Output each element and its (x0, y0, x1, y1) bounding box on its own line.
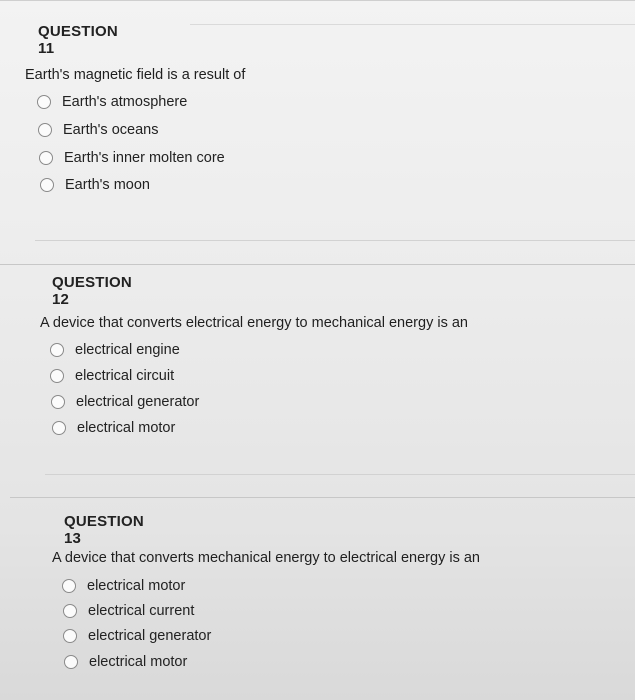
question-text: A device that converts mechanical energy to electrical energy is an (52, 550, 480, 566)
option-label: electrical motor (87, 578, 186, 594)
answer-option-electrical-engine[interactable] (50, 342, 180, 358)
question-text: A device that converts electrical energy to mechanical energy is an (40, 315, 468, 331)
radio-button[interactable] (38, 123, 52, 137)
option-label: Earth's oceans (63, 122, 159, 138)
radio-button[interactable] (50, 369, 64, 383)
option-label: electrical motor (89, 654, 188, 670)
radio-button[interactable] (51, 395, 65, 409)
question-text: Earth's magnetic field is a result of (25, 67, 246, 83)
answer-option-earths-moon[interactable] (40, 177, 150, 193)
answer-option-electrical-motor[interactable] (52, 420, 175, 436)
option-label: Earth's moon (65, 177, 150, 193)
option-label: electrical current (88, 603, 195, 619)
question-title: QUESTION 12 (52, 274, 132, 308)
question-title: QUESTION 11 (38, 23, 118, 57)
question-divider (0, 264, 635, 265)
radio-button[interactable] (52, 421, 66, 435)
top-divider-secondary (190, 24, 635, 25)
answer-option-earths-atmosphere[interactable] (37, 94, 187, 110)
radio-button[interactable] (62, 579, 76, 593)
radio-button[interactable] (37, 95, 51, 109)
radio-button[interactable] (39, 151, 53, 165)
question-divider (10, 497, 635, 498)
top-divider (0, 0, 635, 1)
option-label: electrical motor (77, 420, 176, 436)
radio-button[interactable] (50, 343, 64, 357)
option-label: electrical generator (76, 394, 200, 410)
answer-option-electrical-motor[interactable] (64, 654, 187, 670)
radio-button[interactable] (63, 604, 77, 618)
option-label: electrical circuit (75, 368, 175, 384)
radio-button[interactable] (40, 178, 54, 192)
question-divider (45, 474, 635, 475)
question-divider (35, 240, 635, 241)
answer-option-electrical-generator[interactable] (51, 394, 199, 410)
option-label: electrical generator (88, 628, 212, 644)
option-label: Earth's atmosphere (62, 94, 188, 110)
radio-button[interactable] (64, 655, 78, 669)
answer-option-earths-oceans[interactable] (38, 122, 158, 138)
radio-button[interactable] (63, 629, 77, 643)
question-title: QUESTION 13 (64, 513, 144, 547)
answer-option-electrical-motor[interactable] (62, 578, 185, 594)
option-label: Earth's inner molten core (64, 150, 225, 166)
answer-option-electrical-circuit[interactable] (50, 368, 174, 384)
answer-option-electrical-current[interactable] (63, 603, 194, 619)
answer-option-earths-inner-molten-core[interactable] (39, 150, 225, 166)
option-label: electrical engine (75, 342, 180, 358)
answer-option-electrical-generator[interactable] (63, 628, 211, 644)
